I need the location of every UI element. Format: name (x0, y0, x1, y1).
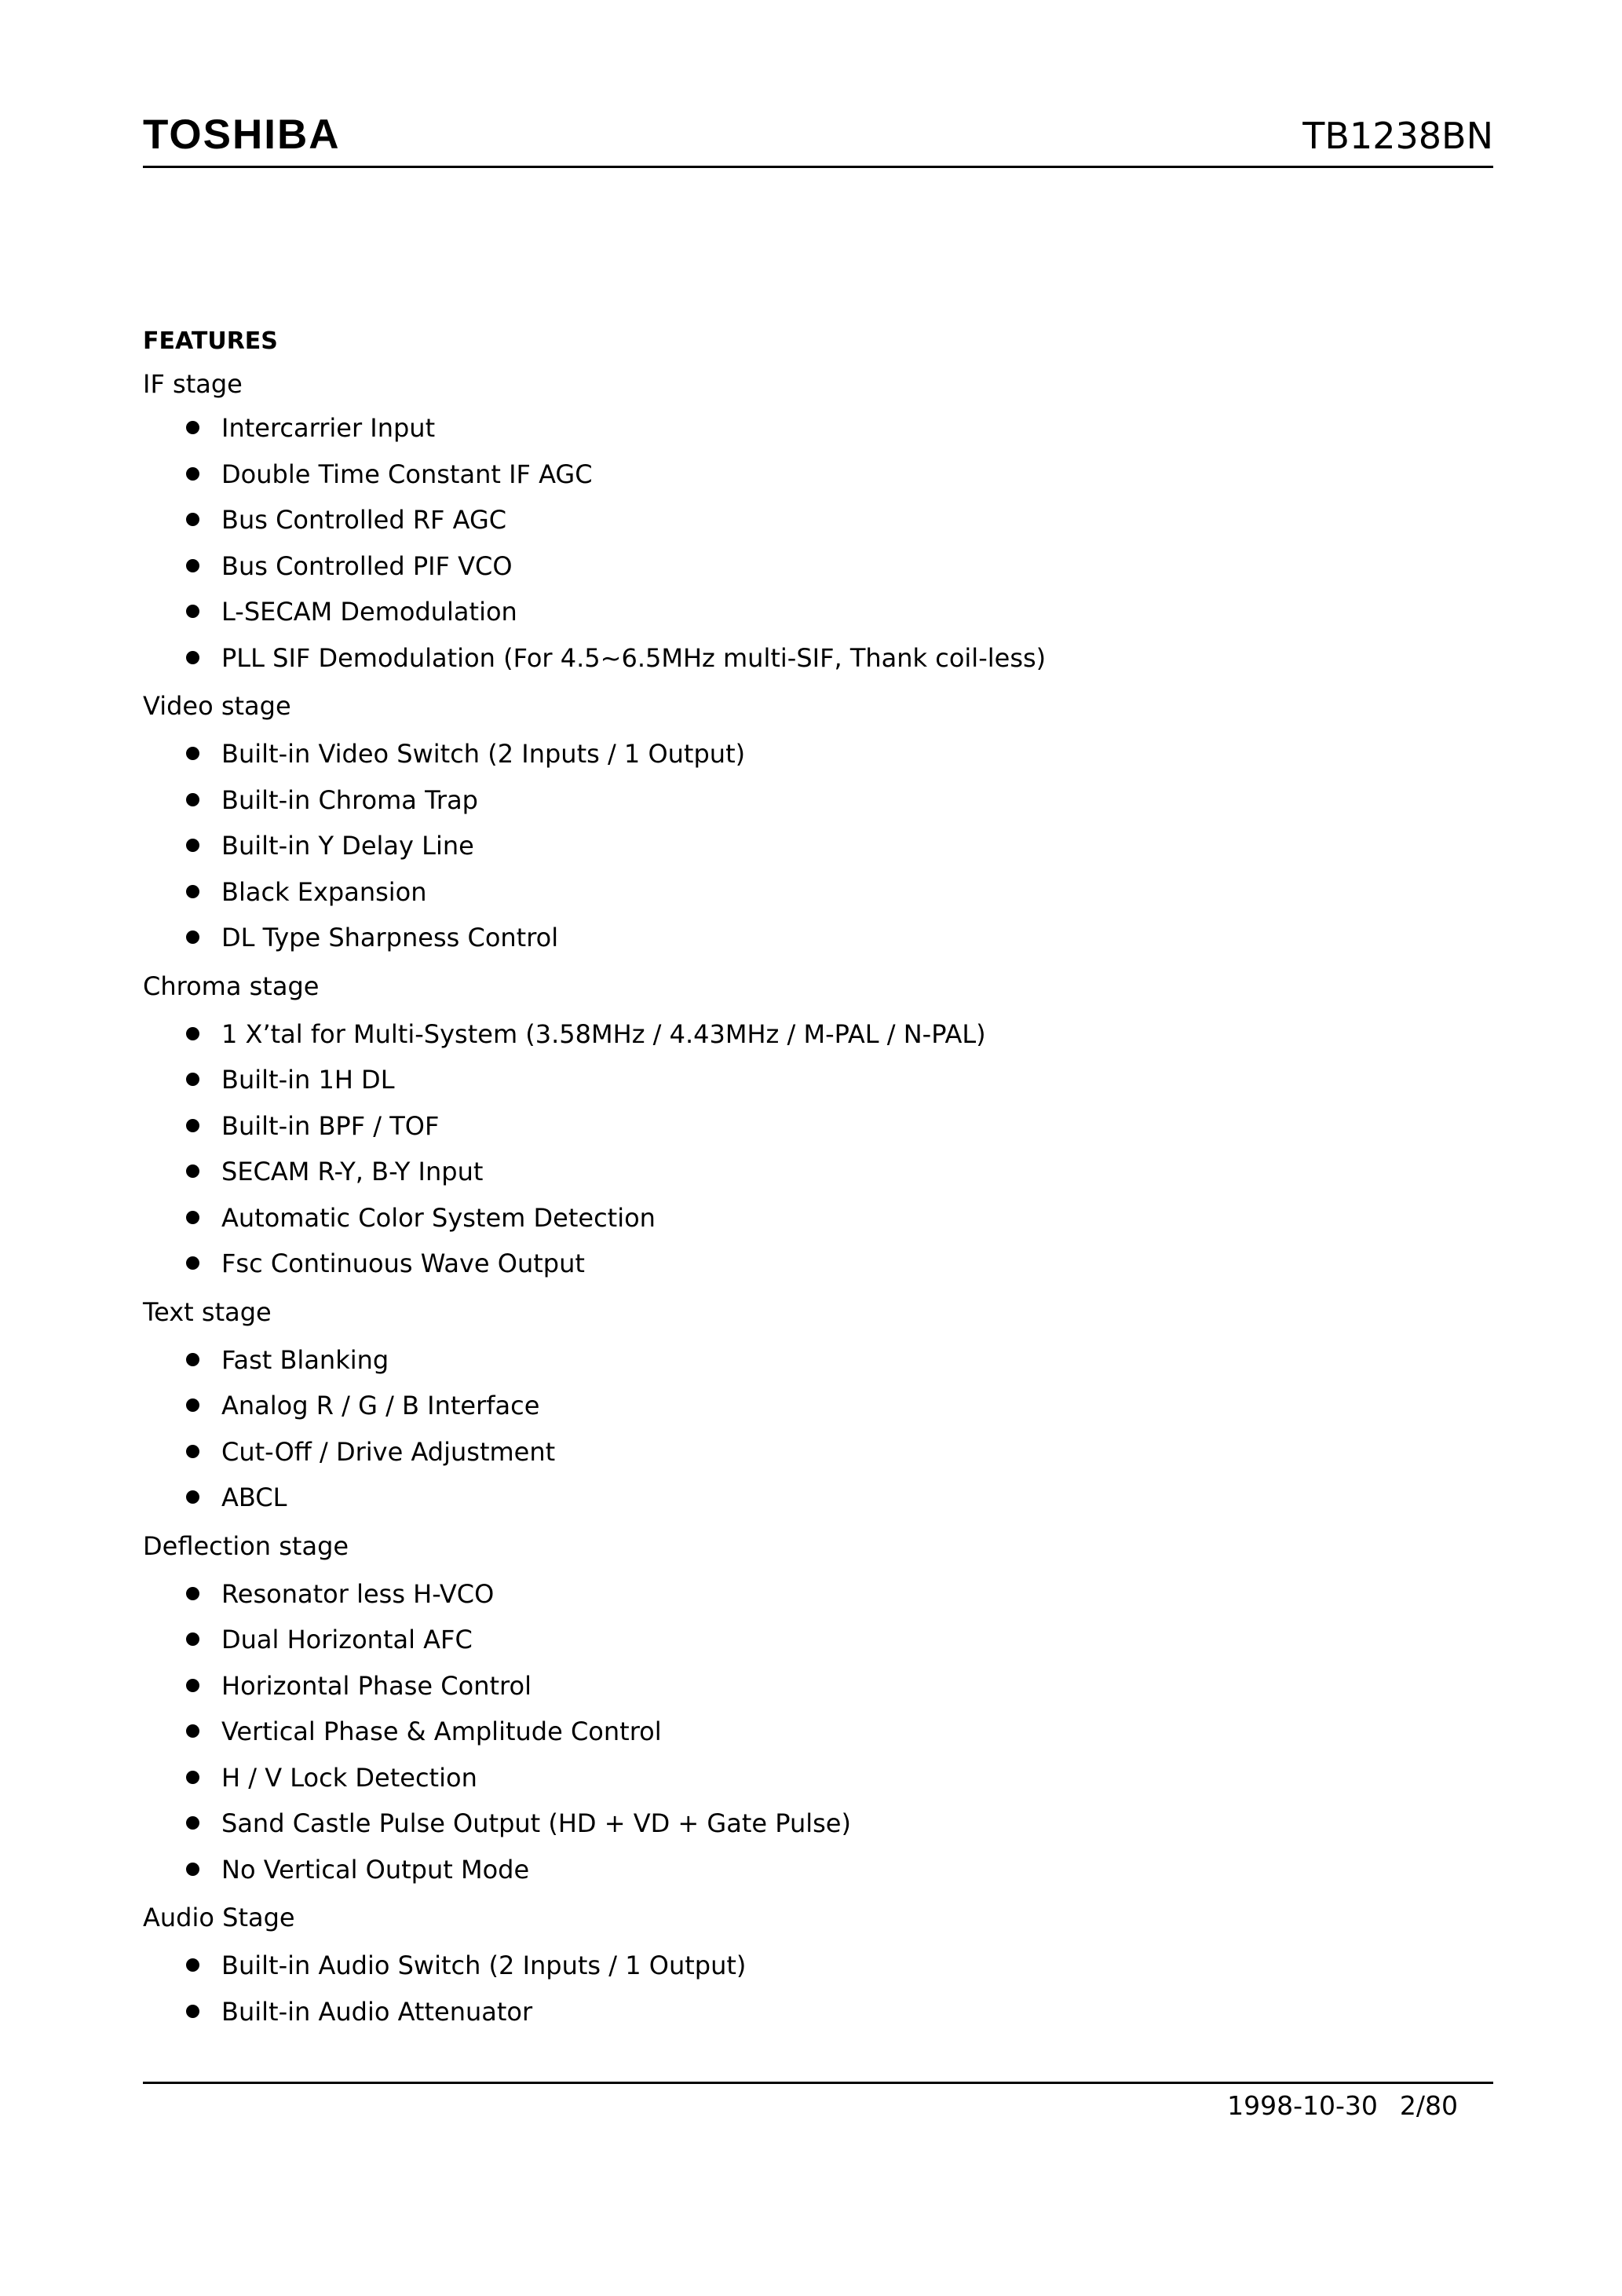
stage-title: Audio Stage (143, 1903, 295, 1932)
feature-item (143, 731, 1493, 777)
page-footer (1227, 2090, 1458, 2122)
feature-text: Built-in Audio Attenuator (221, 1996, 533, 2027)
feature-list (143, 1943, 1493, 2035)
document-date: 1998-10-30 (1227, 2090, 1378, 2121)
feature-item (143, 1149, 1493, 1195)
feature-text: Analog R / G / B Interface (221, 1391, 540, 1420)
feature-text: H / V Lock Detection (221, 1762, 477, 1793)
feature-item (143, 452, 1493, 498)
bullet-icon (186, 1445, 199, 1458)
bullet-icon (186, 930, 199, 944)
bullet-icon (186, 839, 199, 852)
feature-list (143, 1011, 1493, 1287)
feature-list (143, 405, 1493, 681)
bullet-icon (186, 1256, 199, 1270)
feature-item (143, 405, 1493, 452)
feature-item (143, 1663, 1493, 1709)
bullet-icon (186, 1816, 199, 1830)
feature-item (143, 1383, 1493, 1429)
feature-item (143, 777, 1493, 824)
feature-item (143, 1571, 1493, 1618)
bullet-icon (186, 467, 199, 481)
feature-text: Sand Castle Pulse Output (HD + VD + Gate Pulse) (221, 1808, 851, 1838)
feature-item (143, 1847, 1493, 1893)
feature-item (143, 1943, 1493, 1989)
bullet-icon (186, 1724, 199, 1738)
stage-title: Chroma stage (143, 971, 320, 1001)
bullet-icon (186, 1490, 199, 1504)
bullet-icon (186, 885, 199, 898)
stage-section (143, 1892, 1493, 2035)
stage-section (143, 961, 1493, 1287)
bullet-icon (186, 1119, 199, 1132)
bullet-icon (186, 793, 199, 806)
document-id: TB1238BN (1302, 115, 1493, 157)
footer-divider (143, 2082, 1493, 2084)
bullet-icon (186, 1771, 199, 1784)
feature-text: Vertical Phase & Amplitude Control (221, 1717, 662, 1746)
bullet-icon (186, 2005, 199, 2018)
feature-text: Built-in BPF / TOF (221, 1110, 440, 1141)
bullet-icon (186, 559, 199, 572)
feature-text: Double Time Constant IF AGC (221, 459, 593, 489)
feature-item (143, 589, 1493, 635)
bullet-icon (186, 513, 199, 526)
stage-title: Video stage (143, 691, 291, 721)
bullet-icon (186, 1164, 199, 1178)
feature-text: Bus Controlled PIF VCO (221, 550, 513, 581)
stage-title: Deflection stage (143, 1530, 349, 1561)
stage-title: IF stage (143, 369, 243, 399)
feature-item (143, 823, 1493, 869)
bullet-icon (186, 1353, 199, 1366)
feature-text: Bus Controlled RF AGC (221, 505, 507, 535)
feature-item (143, 635, 1493, 682)
bullet-icon (186, 1211, 199, 1224)
stage-section (143, 1287, 1493, 1521)
feature-text: Black Expansion (221, 876, 427, 907)
bullet-icon (186, 1027, 199, 1040)
feature-text: Cut-Off / Drive Adjustment (221, 1436, 556, 1467)
feature-text: Horizontal Phase Control (221, 1670, 532, 1701)
stage-title: Text stage (143, 1296, 272, 1327)
brand-logo: TOSHIBA (143, 112, 341, 158)
feature-text: Built-in 1H DL (221, 1065, 395, 1095)
feature-text: Intercarrier Input (221, 413, 436, 443)
feature-item (143, 1337, 1493, 1384)
feature-item (143, 1241, 1493, 1287)
feature-item (143, 1801, 1493, 1847)
feature-item (143, 1755, 1493, 1801)
feature-text: SECAM R-Y, B-Y Input (221, 1157, 484, 1186)
feature-item (143, 915, 1493, 961)
feature-item (143, 869, 1493, 916)
feature-text: PLL SIF Demodulation (For 4.5~6.5MHz multi-SIF, Thank coil-less) (221, 642, 1047, 673)
bullet-icon (186, 651, 199, 664)
header-divider (143, 166, 1493, 168)
feature-text: DL Type Sharpness Control (221, 923, 559, 952)
feature-text: 1 X’tal for Multi-System (3.58MHz / 4.43MHz / M-PAL / N-PAL) (221, 1018, 986, 1049)
feature-text: Built-in Y Delay Line (221, 831, 474, 861)
feature-item (143, 1195, 1493, 1241)
stages-list (143, 363, 1493, 2035)
feature-item (143, 1057, 1493, 1103)
feature-item (143, 1011, 1493, 1058)
feature-text: Built-in Audio Switch (2 Inputs / 1 Output) (221, 1951, 747, 1980)
feature-text: No Vertical Output Mode (221, 1854, 530, 1885)
feature-item (143, 1475, 1493, 1521)
features-section (143, 320, 1493, 2035)
feature-text: Built-in Chroma Trap (221, 784, 478, 815)
feature-text: Dual Horizontal AFC (221, 1625, 473, 1654)
stage-section (143, 363, 1493, 681)
bullet-icon (186, 605, 199, 618)
feature-text: Fsc Continuous Wave Output (221, 1249, 585, 1278)
stage-section (143, 681, 1493, 961)
feature-item (143, 1989, 1493, 2035)
bullet-icon (186, 1587, 199, 1600)
bullet-icon (186, 421, 199, 434)
feature-item (143, 1709, 1493, 1755)
bullet-icon (186, 1679, 199, 1692)
features-heading: FEATURES (143, 327, 278, 355)
bullet-icon (186, 1398, 199, 1412)
bullet-icon (186, 1073, 199, 1086)
bullet-icon (186, 1863, 199, 1876)
feature-text: Automatic Color System Detection (221, 1202, 656, 1233)
feature-text: Built-in Video Switch (2 Inputs / 1 Output) (221, 739, 746, 769)
stage-section (143, 1521, 1493, 1893)
bullet-icon (186, 1632, 199, 1646)
feature-item (143, 497, 1493, 543)
feature-item (143, 543, 1493, 590)
bullet-icon (186, 747, 199, 760)
feature-text: L-SECAM Demodulation (221, 597, 517, 627)
feature-text: Fast Blanking (221, 1344, 389, 1375)
feature-item (143, 1429, 1493, 1475)
feature-list (143, 1337, 1493, 1521)
feature-list (143, 731, 1493, 961)
feature-text: Resonator less H-VCO (221, 1578, 495, 1609)
feature-item (143, 1617, 1493, 1663)
feature-item (143, 1103, 1493, 1150)
feature-text: ABCL (221, 1483, 287, 1512)
feature-list (143, 1571, 1493, 1893)
bullet-icon (186, 1958, 199, 1972)
page-header (143, 110, 1493, 168)
page-number: 2/80 (1399, 2090, 1458, 2121)
